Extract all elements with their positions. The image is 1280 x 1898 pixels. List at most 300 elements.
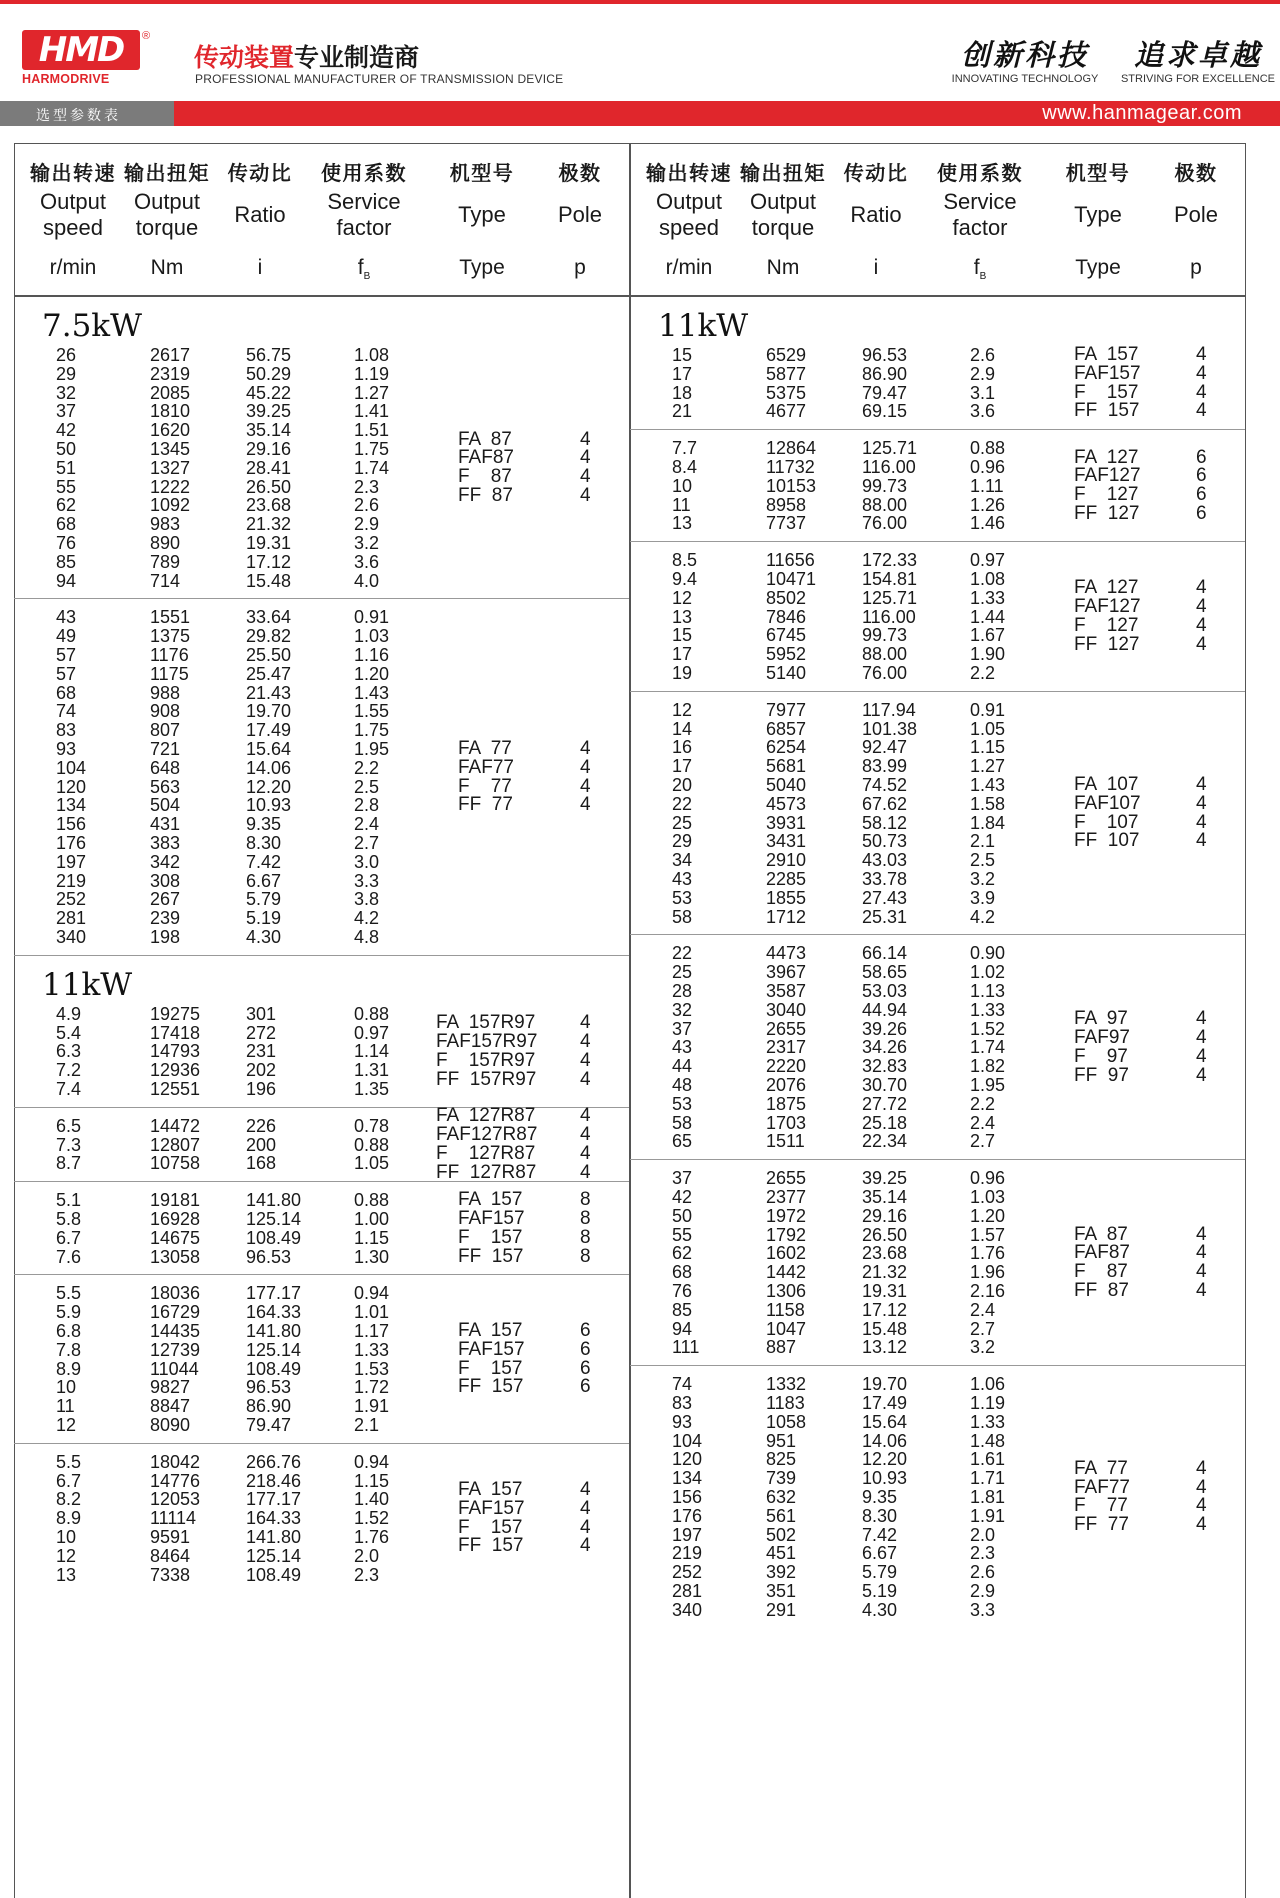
cell-ratio: 44.94 [862, 999, 908, 1020]
cell-torque: 11656 [766, 550, 815, 571]
cell-service-factor: 0.88 [354, 1134, 390, 1155]
table-row [630, 1114, 1245, 1133]
type-row [14, 468, 629, 487]
cell-service-factor: 2.5 [970, 850, 996, 871]
cell-torque: 16928 [150, 1208, 201, 1229]
cell-service-factor: 1.08 [970, 568, 1006, 589]
cell-ratio: 6.67 [862, 1543, 898, 1564]
cell-service-factor: 1.81 [970, 1486, 1006, 1507]
cell-torque: 983 [150, 514, 181, 535]
cell-speed: 6.5 [56, 1115, 82, 1136]
cell-ratio: 45.22 [246, 382, 292, 403]
table-row [14, 1284, 629, 1303]
cell-service-factor: 2.6 [970, 345, 996, 365]
cell-speed: 17 [672, 363, 693, 384]
cell-ratio: 164.33 [246, 1302, 302, 1323]
cell-ratio: 17.49 [246, 720, 292, 741]
model-type: FAF107 [1074, 792, 1141, 814]
table-row [14, 1453, 629, 1472]
cell-speed: 14 [672, 718, 693, 739]
header-speed-cn: 输出转速 [646, 161, 732, 185]
header-torque-en: Output torque [749, 189, 817, 240]
cell-ratio: 19.31 [862, 1280, 908, 1301]
table-row [14, 608, 629, 627]
cell-torque: 451 [766, 1543, 797, 1564]
cell-torque: 1327 [150, 457, 191, 478]
table-row [14, 627, 629, 646]
cell-ratio: 101.38 [862, 718, 918, 739]
cell-ratio: 116.00 [862, 456, 916, 477]
cell-service-factor: 2.1 [970, 831, 996, 852]
cell-torque: 648 [150, 757, 181, 778]
cell-torque: 1620 [150, 420, 191, 441]
cell-torque: 561 [766, 1505, 797, 1526]
cell-ratio: 17.12 [246, 551, 292, 572]
cell-service-factor: 2.0 [970, 1524, 996, 1545]
type-row [14, 1378, 629, 1397]
header-pole-en: Pole [557, 202, 603, 227]
cell-ratio: 301 [246, 1003, 277, 1024]
cell-torque: 14435 [150, 1320, 201, 1341]
cell-speed: 340 [56, 926, 87, 947]
header-speed-unit: r/min [665, 256, 713, 279]
cell-torque: 890 [150, 532, 181, 553]
right-block [630, 297, 1245, 430]
header-type-unit: Type [1075, 256, 1121, 279]
cell-ratio: 35.14 [862, 1186, 908, 1207]
model-type: FA 127 [1074, 577, 1139, 599]
right-block [630, 1160, 1245, 1366]
model-type: FAF157 [1074, 362, 1141, 384]
cell-speed: 10 [56, 1526, 77, 1547]
cell-service-factor: 1.55 [354, 701, 390, 722]
cell-torque: 7737 [766, 513, 807, 534]
model-type: F 127 [1074, 614, 1139, 636]
cell-ratio: 27.43 [862, 887, 908, 908]
cell-service-factor: 1.11 [970, 475, 1004, 496]
cell-service-factor: 2.5 [354, 776, 380, 797]
cell-torque: 17418 [150, 1022, 201, 1043]
cell-torque: 1058 [766, 1411, 807, 1432]
cell-speed: 13 [672, 606, 693, 627]
cell-torque: 1810 [150, 401, 191, 422]
cell-torque: 6529 [766, 345, 807, 365]
cell-ratio: 125.71 [862, 438, 918, 459]
cell-service-factor: 1.72 [354, 1377, 390, 1398]
cell-service-factor: 2.2 [970, 1093, 996, 1114]
type-row [630, 381, 1245, 403]
cell-torque: 9827 [150, 1377, 191, 1398]
cell-torque: 13058 [150, 1246, 201, 1267]
cell-torque: 18042 [150, 1451, 201, 1472]
cell-speed: 29 [672, 831, 693, 852]
cell-torque: 351 [766, 1580, 797, 1601]
cell-service-factor: 1.14 [354, 1041, 390, 1062]
type-row [630, 832, 1245, 851]
cell-service-factor: 2.4 [970, 1299, 996, 1320]
cell-ratio: 15.48 [862, 1318, 908, 1339]
cell-torque: 1551 [150, 607, 191, 628]
left-block [14, 1182, 629, 1275]
cell-service-factor: 1.84 [970, 812, 1006, 833]
cell-speed: 58 [672, 1112, 693, 1133]
table-row [14, 534, 629, 553]
cell-ratio: 28.41 [246, 457, 292, 478]
logo-mark: HMD [22, 30, 140, 70]
cell-service-factor: 0.97 [354, 1022, 390, 1043]
table-row [630, 757, 1245, 776]
cell-service-factor: 1.95 [354, 738, 390, 759]
header-type-unit: Type [459, 256, 505, 279]
cell-service-factor: 1.43 [354, 682, 390, 703]
table-row [630, 1582, 1245, 1601]
cell-speed: 50 [56, 438, 77, 459]
cell-torque: 3040 [766, 999, 807, 1020]
model-type: FA 157 [458, 1478, 523, 1500]
header-ratio-cn: 传动比 [227, 161, 293, 185]
cell-service-factor: 2.4 [970, 1112, 996, 1133]
cell-service-factor: 1.33 [970, 999, 1006, 1020]
brand-logo [22, 30, 151, 86]
cell-service-factor: 2.9 [970, 363, 996, 384]
website-bar [174, 101, 1280, 126]
cell-service-factor: 1.44 [970, 606, 1006, 627]
cell-ratio: 108.49 [246, 1358, 302, 1379]
cell-service-factor: 1.57 [970, 1224, 1006, 1245]
right-block [630, 692, 1245, 936]
cell-service-factor: 2.3 [354, 1564, 380, 1585]
cell-speed: 17 [672, 644, 693, 665]
cell-service-factor: 0.91 [354, 607, 390, 628]
cell-service-factor: 3.2 [970, 1337, 996, 1358]
cell-ratio: 226 [246, 1115, 277, 1136]
cell-service-factor: 2.16 [970, 1280, 1006, 1301]
cell-speed: 29 [56, 363, 77, 384]
cell-torque: 431 [150, 814, 181, 835]
cell-service-factor: 1.82 [970, 1056, 1006, 1077]
cell-speed: 8.4 [672, 456, 698, 477]
header-torque-cn: 输出扭矩 [124, 161, 210, 185]
header-ratio-en: Ratio [850, 202, 902, 227]
cell-speed: 22 [672, 793, 693, 814]
website-link[interactable]: www.hanmagear.com [1042, 102, 1242, 124]
right-block [630, 430, 1245, 542]
cell-service-factor: 1.52 [970, 1018, 1006, 1039]
table-row [630, 1301, 1245, 1320]
cell-torque: 383 [150, 832, 181, 853]
model-type-group [14, 1319, 629, 1398]
header-service-factor-en: Service factor [943, 189, 1017, 240]
model-type: FA 77 [458, 737, 512, 759]
model-type-group [630, 346, 1245, 421]
type-row [630, 346, 1245, 365]
model-type: FF 87 [1074, 1279, 1129, 1301]
cell-torque: 2377 [766, 1186, 807, 1207]
cell-ratio: 22.34 [862, 1131, 908, 1152]
table-row [14, 1303, 629, 1322]
cell-speed: 13 [672, 513, 693, 534]
type-row [630, 1010, 1245, 1029]
model-type: FA 127 [1074, 446, 1139, 468]
cell-speed: 5.4 [56, 1022, 82, 1043]
type-row [630, 1244, 1245, 1263]
model-type: FA 107 [1074, 773, 1139, 795]
cell-speed: 93 [672, 1411, 693, 1432]
pole-count: 4 [1196, 773, 1207, 795]
cell-torque: 12864 [766, 438, 817, 459]
table-row [630, 1544, 1245, 1563]
cell-service-factor: 1.33 [970, 1411, 1006, 1432]
cell-speed: 62 [56, 495, 77, 516]
header-service-factor-unit: $f_B$ [357, 256, 371, 283]
table-row [630, 1563, 1245, 1582]
cell-speed: 219 [56, 870, 87, 891]
cell-speed: 11 [672, 494, 691, 515]
cell-service-factor: 3.0 [354, 851, 380, 872]
cell-speed: 10 [672, 475, 693, 496]
cell-torque: 1602 [766, 1243, 807, 1264]
cell-speed: 21 [672, 401, 693, 422]
cell-service-factor: 0.96 [970, 1168, 1006, 1189]
cell-ratio: 4.30 [246, 926, 282, 947]
cell-service-factor: 1.20 [354, 663, 390, 684]
type-row [630, 467, 1245, 486]
cell-torque: 5375 [766, 382, 807, 403]
cell-service-factor: 1.06 [970, 1374, 1006, 1395]
cell-speed: 281 [56, 908, 87, 929]
type-row [630, 1516, 1245, 1535]
header-service-factor-unit: $f_B$ [973, 256, 987, 283]
type-row [14, 1191, 629, 1210]
cell-ratio: 79.47 [246, 1414, 292, 1435]
cell-ratio: 125.14 [246, 1208, 302, 1229]
pole-count: 6 [1196, 446, 1207, 468]
pole-count: 4 [1196, 1279, 1207, 1301]
cell-ratio: 12.20 [246, 776, 292, 797]
table-row [630, 720, 1245, 739]
cell-service-factor: 1.01 [354, 1302, 390, 1323]
cell-speed: 6.7 [56, 1470, 82, 1491]
cell-speed: 6.3 [56, 1041, 82, 1062]
header-ratio-unit: i [257, 256, 263, 279]
cell-ratio: 58.65 [862, 962, 908, 983]
type-row [14, 1338, 629, 1360]
table-row [14, 909, 629, 928]
cell-service-factor: 3.2 [354, 532, 380, 553]
cell-speed: 197 [56, 851, 87, 872]
cell-torque: 2076 [766, 1074, 807, 1095]
cell-service-factor: 1.75 [354, 438, 390, 459]
cell-speed: 111 [672, 1337, 700, 1358]
pole-count: 4 [1196, 1495, 1207, 1517]
cell-service-factor: 1.00 [354, 1208, 390, 1229]
cell-speed: 18 [672, 382, 693, 403]
type-row [14, 1145, 629, 1164]
cell-torque: 11044 [150, 1358, 199, 1379]
cell-service-factor: 1.33 [354, 1339, 390, 1360]
table-row [630, 1601, 1245, 1620]
cell-torque: 2617 [150, 345, 191, 365]
cell-speed: 57 [56, 663, 77, 684]
cell-speed: 37 [672, 1018, 693, 1039]
model-type: FF 157 [1074, 400, 1140, 422]
pole-count: 4 [1196, 344, 1207, 365]
cell-speed: 15 [672, 345, 693, 365]
cell-ratio: 33.78 [862, 868, 908, 889]
table-header-right [630, 143, 1245, 295]
cell-speed: 13 [56, 1564, 77, 1585]
cell-torque: 1375 [150, 626, 191, 647]
pole-count: 4 [1196, 381, 1207, 403]
table-row [630, 908, 1245, 927]
cell-ratio: 5.79 [246, 889, 282, 910]
cell-ratio: 29.16 [862, 1205, 908, 1226]
cell-ratio: 26.50 [862, 1224, 908, 1245]
table-row [14, 853, 629, 872]
pole-count: 4 [1196, 1008, 1207, 1030]
cell-ratio: 272 [246, 1022, 277, 1043]
cell-ratio: 125.14 [246, 1339, 302, 1360]
cell-ratio: 15.64 [246, 738, 292, 759]
cell-torque: 19181 [150, 1190, 201, 1211]
cell-service-factor: 2.7 [970, 1131, 996, 1152]
table-row [630, 1432, 1245, 1451]
cell-torque: 951 [766, 1430, 797, 1451]
cell-service-factor: 2.3 [970, 1543, 996, 1564]
cell-service-factor: 0.91 [970, 699, 1006, 720]
cell-torque: 1875 [766, 1093, 807, 1114]
power-rating: 7.5kW [42, 308, 142, 344]
type-row [630, 1223, 1245, 1245]
cell-speed: 43 [672, 1037, 693, 1058]
table-row [630, 1169, 1245, 1188]
cell-speed: 43 [672, 868, 693, 889]
type-row [14, 775, 629, 797]
pole-count: 4 [580, 1161, 591, 1183]
cell-torque: 714 [150, 570, 181, 591]
pole-count: 4 [580, 466, 591, 488]
cell-service-factor: 1.33 [970, 587, 1006, 608]
pole-count: 4 [580, 1012, 591, 1034]
header-pole-unit: p [1190, 256, 1202, 279]
cell-speed: 57 [56, 644, 77, 665]
type-row [14, 1537, 629, 1556]
cell-torque: 1712 [766, 906, 807, 927]
cell-ratio: 86.90 [246, 1396, 292, 1417]
cell-ratio: 39.25 [862, 1168, 908, 1189]
cell-speed: 62 [672, 1243, 693, 1264]
cell-speed: 48 [672, 1074, 693, 1095]
cell-service-factor: 1.27 [970, 756, 1006, 777]
pole-count: 4 [580, 1497, 591, 1519]
model-type: FF 107 [1074, 830, 1140, 852]
table-row [630, 851, 1245, 870]
model-type: F 157 [1074, 381, 1139, 403]
cell-service-factor: 1.35 [354, 1078, 390, 1099]
cell-speed: 5.5 [56, 1283, 82, 1304]
type-row [630, 792, 1245, 814]
pole-count: 4 [580, 1068, 591, 1090]
cell-ratio: 125.14 [246, 1545, 302, 1566]
cell-ratio: 10.93 [862, 1468, 908, 1489]
table-row [630, 664, 1245, 683]
cell-service-factor: 0.78 [354, 1115, 390, 1136]
cell-torque: 887 [766, 1337, 797, 1358]
cell-speed: 252 [672, 1562, 703, 1583]
cell-torque: 3931 [766, 812, 807, 833]
cell-speed: 34 [672, 850, 693, 871]
cell-service-factor: 1.46 [970, 513, 1006, 534]
cell-ratio: 99.73 [862, 625, 908, 646]
cell-torque: 2285 [766, 868, 807, 889]
cell-ratio: 266.76 [246, 1451, 302, 1472]
table-row [14, 928, 629, 947]
cell-ratio: 25.18 [862, 1112, 908, 1133]
table-row [630, 870, 1245, 889]
cell-ratio: 154.81 [862, 568, 918, 589]
cell-speed: 74 [56, 701, 77, 722]
cell-service-factor: 2.9 [970, 1580, 996, 1601]
cell-service-factor: 1.40 [354, 1489, 390, 1510]
header-speed-en: Output speed [655, 189, 723, 240]
cell-ratio: 172.33 [862, 550, 918, 571]
cell-speed: 8.9 [56, 1508, 82, 1529]
cell-speed: 58 [672, 906, 693, 927]
cell-torque: 1175 [150, 663, 189, 684]
cell-speed: 176 [56, 832, 87, 853]
cell-speed: 37 [56, 401, 77, 422]
left-block [14, 1444, 629, 1594]
cell-torque: 1345 [150, 438, 191, 459]
cell-torque: 825 [766, 1449, 797, 1470]
cell-speed: 104 [56, 757, 87, 778]
cell-torque: 2655 [766, 1018, 807, 1039]
model-type-group [630, 579, 1245, 654]
model-type: FA 77 [1074, 1457, 1128, 1479]
cell-torque: 6745 [766, 625, 807, 646]
cell-ratio: 9.35 [862, 1486, 898, 1507]
cell-ratio: 29.16 [246, 438, 292, 459]
cell-torque: 4677 [766, 401, 807, 422]
cell-service-factor: 1.48 [970, 1430, 1006, 1451]
type-row [630, 1263, 1245, 1282]
model-type: FAF127 [1074, 465, 1141, 487]
cell-speed: 65 [672, 1131, 693, 1152]
cell-speed: 7.4 [56, 1078, 82, 1099]
cell-ratio: 34.26 [862, 1037, 908, 1058]
cell-speed: 15 [672, 625, 693, 646]
cell-ratio: 56.75 [246, 345, 292, 365]
cell-ratio: 177.17 [246, 1489, 302, 1510]
table-row [14, 872, 629, 891]
pole-count: 4 [580, 428, 591, 450]
cell-ratio: 141.80 [246, 1320, 302, 1341]
pole-count: 4 [580, 1049, 591, 1071]
cell-torque: 8502 [766, 587, 807, 608]
header-type-en: Type [1074, 202, 1122, 227]
pole-count: 4 [1196, 1026, 1207, 1048]
cell-torque: 291 [766, 1599, 797, 1620]
model-type: FA 87 [458, 428, 512, 450]
cell-speed: 7.6 [56, 1246, 82, 1267]
table-row [14, 646, 629, 665]
table-row [630, 738, 1245, 757]
cell-ratio: 108.49 [246, 1227, 302, 1248]
power-rating: 11kW [42, 966, 133, 1003]
pole-count: 4 [1196, 577, 1207, 599]
cell-speed: 12 [672, 699, 693, 720]
pole-count: 4 [1196, 1242, 1207, 1264]
